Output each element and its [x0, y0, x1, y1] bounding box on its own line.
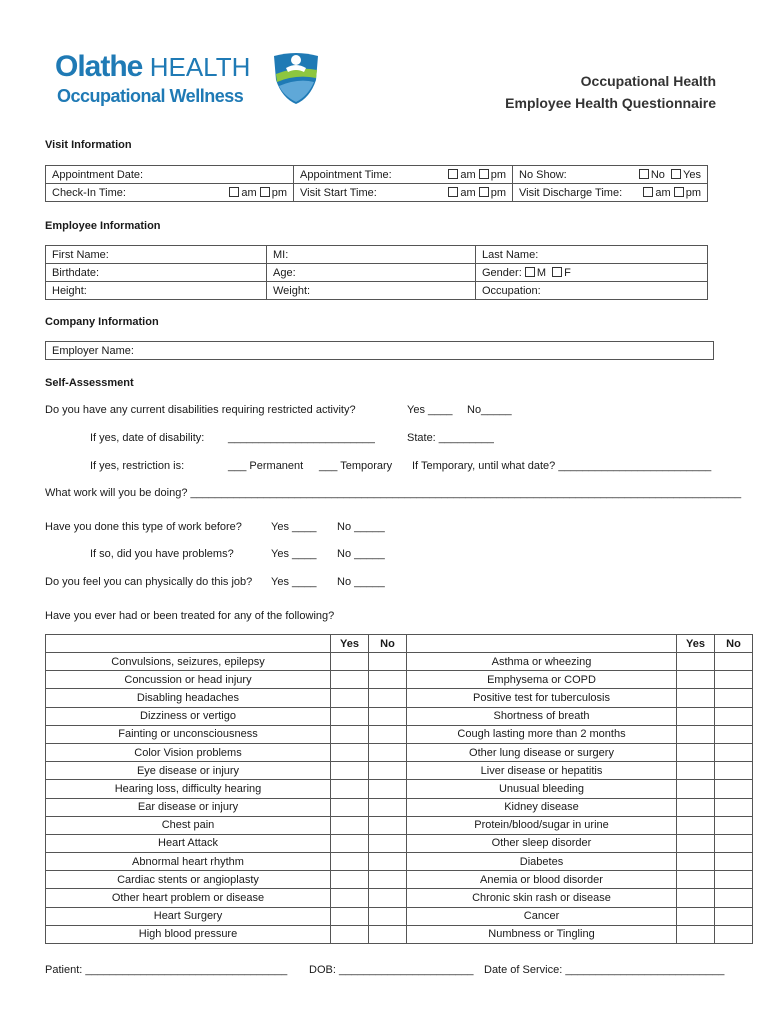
condition-no-box[interactable]: [369, 689, 407, 707]
condition-label: Anemia or blood disorder: [407, 871, 677, 889]
condition-row: [46, 816, 753, 834]
physically-no-blank[interactable]: No _____: [337, 576, 385, 588]
condition-yes-box[interactable]: [331, 889, 369, 907]
condition-label: Emphysema or COPD: [407, 671, 677, 689]
condition-no-box[interactable]: [369, 671, 407, 689]
condition-yes-box[interactable]: [331, 743, 369, 761]
employer-name-field[interactable]: Employer Name:: [46, 342, 714, 360]
condition-label: Convulsions, seizures, epilepsy: [46, 653, 331, 671]
condition-row: [46, 725, 753, 743]
condition-yes-box[interactable]: [677, 834, 715, 852]
condition-yes-box[interactable]: [331, 798, 369, 816]
physically-question: Do you feel you can physically do this job?: [45, 576, 253, 588]
last-name-field[interactable]: Last Name:: [476, 246, 708, 264]
yes-checkbox[interactable]: [671, 169, 681, 179]
disabilities-yes-blank[interactable]: Yes ____: [407, 404, 453, 416]
condition-row: [46, 925, 753, 943]
condition-yes-box[interactable]: [677, 762, 715, 780]
condition-yes-box[interactable]: [331, 925, 369, 943]
work-doing-blank[interactable]: What work will you be doing? __________________________________________________________________________________________: [45, 487, 742, 499]
condition-yes-box[interactable]: [677, 907, 715, 925]
condition-no-box[interactable]: [369, 653, 407, 671]
condition-label: Cancer: [407, 907, 677, 925]
height-field[interactable]: Height:: [46, 282, 267, 300]
condition-yes-box[interactable]: [677, 889, 715, 907]
gender-m-checkbox[interactable]: [525, 267, 535, 277]
condition-label: Other heart problem or disease: [46, 889, 331, 907]
yes-column-header: Yes: [677, 635, 715, 653]
condition-yes-box[interactable]: [677, 853, 715, 871]
pm-checkbox[interactable]: [674, 187, 684, 197]
condition-no-box[interactable]: [715, 762, 753, 780]
condition-label: Eye disease or injury: [46, 762, 331, 780]
condition-yes-box[interactable]: [331, 707, 369, 725]
condition-no-box[interactable]: [715, 889, 753, 907]
disabilities-no-blank[interactable]: No_____: [467, 404, 512, 416]
condition-row: [46, 671, 753, 689]
olathe-health-logo: [55, 48, 325, 110]
condition-label: Cough lasting more than 2 months: [407, 725, 677, 743]
am-checkbox[interactable]: [229, 187, 239, 197]
physically-yes-blank[interactable]: Yes ____: [271, 576, 317, 588]
conditions-right-header: [407, 635, 677, 653]
condition-label: Other sleep disorder: [407, 834, 677, 852]
visit-start-time-field[interactable]: Visit Start Time: am pm: [294, 184, 513, 202]
condition-label: Chronic skin rash or disease: [407, 889, 677, 907]
pm-checkbox[interactable]: [479, 187, 489, 197]
condition-no-box[interactable]: [715, 653, 753, 671]
condition-no-box[interactable]: [369, 725, 407, 743]
conditions-left-header: [46, 635, 331, 653]
condition-row: [46, 871, 753, 889]
conditions-body: [46, 653, 753, 944]
condition-no-box[interactable]: [715, 743, 753, 761]
condition-row: [46, 707, 753, 725]
condition-no-box[interactable]: [715, 707, 753, 725]
condition-label: Concussion or head injury: [46, 671, 331, 689]
condition-no-box[interactable]: [369, 707, 407, 725]
condition-no-box[interactable]: [715, 816, 753, 834]
date-of-disability-blank[interactable]: ________________________: [228, 432, 375, 444]
condition-label: Numbness or Tingling: [407, 925, 677, 943]
pm-checkbox[interactable]: [479, 169, 489, 179]
condition-no-box[interactable]: [369, 798, 407, 816]
restriction-label: If yes, restriction is:: [90, 460, 185, 472]
condition-no-box[interactable]: [715, 780, 753, 798]
condition-row: [46, 907, 753, 925]
age-field[interactable]: Age:: [267, 264, 476, 282]
treated-question: Have you ever had or been treated for any of the following?: [45, 610, 335, 622]
condition-row: [46, 743, 753, 761]
condition-label: Abnormal heart rhythm: [46, 853, 331, 871]
no-show-field[interactable]: No Show: No Yes: [513, 166, 708, 184]
condition-yes-box[interactable]: [677, 689, 715, 707]
condition-yes-box[interactable]: [677, 725, 715, 743]
condition-no-box[interactable]: [369, 907, 407, 925]
condition-no-box[interactable]: [369, 743, 407, 761]
condition-yes-box[interactable]: [677, 798, 715, 816]
condition-yes-box[interactable]: [677, 653, 715, 671]
conditions-table: [45, 634, 753, 944]
employee-information-table: [45, 245, 708, 300]
condition-no-box[interactable]: [369, 889, 407, 907]
condition-label: Ear disease or injury: [46, 798, 331, 816]
condition-label: Other lung disease or surgery: [407, 743, 677, 761]
condition-yes-box[interactable]: [331, 853, 369, 871]
logo-subtitle: Occupational Wellness: [57, 86, 244, 106]
condition-no-box[interactable]: [715, 671, 753, 689]
gender-field[interactable]: Gender: M F: [476, 264, 708, 282]
am-checkbox[interactable]: [448, 187, 458, 197]
problems-no-blank[interactable]: No _____: [337, 548, 385, 560]
done-before-question: Have you done this type of work before?: [45, 521, 242, 533]
yes-column-header: Yes: [331, 635, 369, 653]
disabilities-question: Do you have any current disabilities requiring restricted activity?: [45, 404, 356, 416]
until-date-blank[interactable]: If Temporary, until what date? _________________________: [412, 460, 712, 472]
condition-no-box[interactable]: [369, 816, 407, 834]
condition-label: Heart Attack: [46, 834, 331, 852]
problems-yes-blank[interactable]: Yes ____: [271, 548, 317, 560]
condition-no-box[interactable]: [369, 871, 407, 889]
condition-no-box[interactable]: [369, 853, 407, 871]
shield-icon: [270, 48, 322, 106]
pm-checkbox[interactable]: [260, 187, 270, 197]
condition-no-box[interactable]: [715, 798, 753, 816]
condition-label: Hearing loss, difficulty hearing: [46, 780, 331, 798]
condition-yes-box[interactable]: [677, 671, 715, 689]
no-checkbox[interactable]: [639, 169, 649, 179]
first-name-field[interactable]: First Name:: [46, 246, 267, 264]
condition-label: Heart Surgery: [46, 907, 331, 925]
gender-f-checkbox[interactable]: [552, 267, 562, 277]
condition-label: Fainting or unconsciousness: [46, 725, 331, 743]
condition-no-box[interactable]: [715, 834, 753, 852]
condition-label: Positive test for tuberculosis: [407, 689, 677, 707]
condition-label: Chest pain: [46, 816, 331, 834]
condition-label: Color Vision problems: [46, 743, 331, 761]
no-column-header: No: [715, 635, 753, 653]
weight-field[interactable]: Weight:: [267, 282, 476, 300]
condition-no-box[interactable]: [715, 725, 753, 743]
condition-yes-box[interactable]: [331, 834, 369, 852]
condition-no-box[interactable]: [369, 762, 407, 780]
condition-no-box[interactable]: [715, 853, 753, 871]
condition-row: [46, 780, 753, 798]
condition-yes-box[interactable]: [331, 689, 369, 707]
dob-blank[interactable]: DOB: ______________________: [309, 964, 474, 976]
condition-yes-box[interactable]: [331, 671, 369, 689]
appointment-time-field[interactable]: Appointment Time: am pm: [294, 166, 513, 184]
condition-label: Kidney disease: [407, 798, 677, 816]
visit-information-table: [45, 165, 708, 202]
am-checkbox[interactable]: [643, 187, 653, 197]
condition-yes-box[interactable]: [331, 871, 369, 889]
permanent-option[interactable]: ___ Permanent: [228, 460, 304, 472]
logo-brand-line: Olathe HEALTH: [55, 50, 251, 83]
condition-yes-box[interactable]: [331, 907, 369, 925]
condition-yes-box[interactable]: [677, 925, 715, 943]
self-assessment-heading: Self-Assessment: [45, 377, 134, 389]
appointment-date-field[interactable]: Appointment Date:: [46, 166, 294, 184]
company-information-heading: Company Information: [45, 316, 159, 328]
condition-row: [46, 762, 753, 780]
visit-discharge-time-field[interactable]: Visit Discharge Time: am pm: [513, 184, 708, 202]
no-column-header: No: [369, 635, 407, 653]
condition-label: Disabling headaches: [46, 689, 331, 707]
condition-label: Asthma or wheezing: [407, 653, 677, 671]
occupation-field[interactable]: Occupation:: [476, 282, 708, 300]
date-of-service-blank[interactable]: Date of Service: __________________________: [484, 964, 725, 976]
condition-yes-box[interactable]: [331, 653, 369, 671]
condition-row: [46, 853, 753, 871]
condition-yes-box[interactable]: [677, 871, 715, 889]
condition-no-box[interactable]: [715, 907, 753, 925]
condition-label: Cardiac stents or angioplasty: [46, 871, 331, 889]
condition-no-box[interactable]: [369, 834, 407, 852]
condition-label: High blood pressure: [46, 925, 331, 943]
condition-yes-box[interactable]: [331, 780, 369, 798]
condition-no-box[interactable]: [715, 925, 753, 943]
done-before-no-blank[interactable]: No _____: [337, 521, 385, 533]
condition-yes-box[interactable]: [331, 725, 369, 743]
condition-row: [46, 798, 753, 816]
employee-information-heading: Employee Information: [45, 220, 161, 232]
condition-yes-box[interactable]: [331, 762, 369, 780]
check-in-time-field[interactable]: Check-In Time: am pm: [46, 184, 294, 202]
condition-yes-box[interactable]: [677, 816, 715, 834]
condition-no-box[interactable]: [369, 925, 407, 943]
state-blank[interactable]: State: _________: [407, 432, 494, 444]
condition-yes-box[interactable]: [331, 816, 369, 834]
title-line-1: Occupational Health: [580, 73, 716, 89]
condition-yes-box[interactable]: [677, 707, 715, 725]
date-of-disability-label: If yes, date of disability:: [90, 432, 205, 444]
condition-label: Shortness of breath: [407, 707, 677, 725]
condition-label: Dizziness or vertigo: [46, 707, 331, 725]
condition-no-box[interactable]: [715, 871, 753, 889]
mi-field[interactable]: MI:: [267, 246, 476, 264]
condition-no-box[interactable]: [369, 780, 407, 798]
condition-label: Protein/blood/sugar in urine: [407, 816, 677, 834]
problems-question: If so, did you have problems?: [90, 548, 234, 560]
temporary-option[interactable]: ___ Temporary: [319, 460, 393, 472]
document-title: [505, 70, 716, 114]
condition-yes-box[interactable]: [677, 743, 715, 761]
condition-label: Liver disease or hepatitis: [407, 762, 677, 780]
condition-no-box[interactable]: [715, 689, 753, 707]
visit-information-heading: Visit Information: [45, 139, 132, 151]
patient-blank[interactable]: Patient: _________________________________: [45, 964, 288, 976]
condition-row: [46, 689, 753, 707]
condition-row: [46, 834, 753, 852]
am-checkbox[interactable]: [448, 169, 458, 179]
condition-row: [46, 653, 753, 671]
condition-row: [46, 889, 753, 907]
title-line-2: Employee Health Questionnaire: [505, 95, 716, 111]
condition-yes-box[interactable]: [677, 780, 715, 798]
condition-label: Diabetes: [407, 853, 677, 871]
company-information-table: [45, 341, 714, 360]
done-before-yes-blank[interactable]: Yes ____: [271, 521, 317, 533]
condition-label: Unusual bleeding: [407, 780, 677, 798]
birthdate-field[interactable]: Birthdate:: [46, 264, 267, 282]
